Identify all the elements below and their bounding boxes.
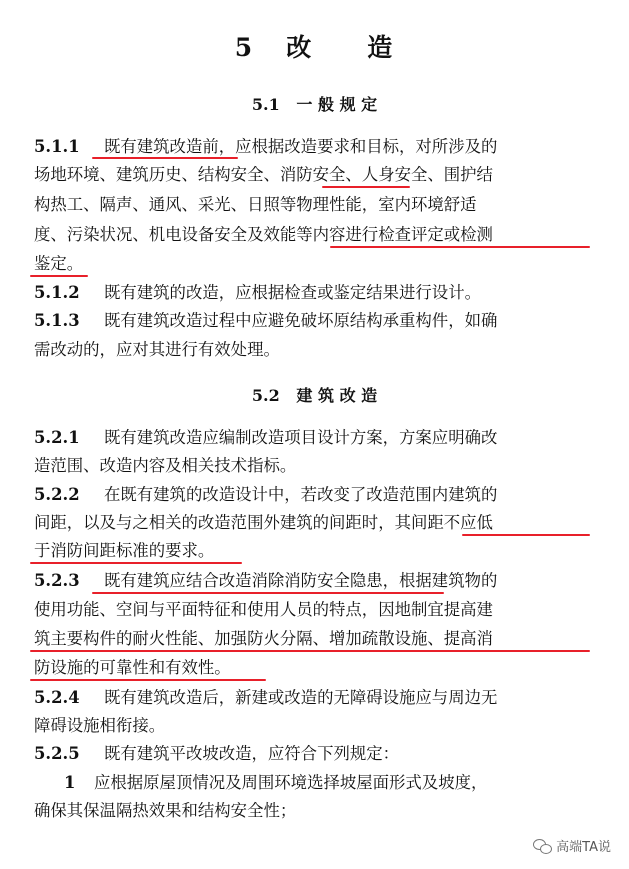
clause-line [34, 137, 604, 157]
clause-line [34, 688, 604, 708]
clause-line [34, 485, 604, 505]
highlight-underline [30, 650, 590, 652]
clause-number: 5.2.5 [34, 744, 80, 763]
clause-text: 防设施的可靠性和有效性。 [34, 658, 231, 677]
highlight-underline [92, 157, 238, 159]
highlight-underline [30, 679, 266, 681]
clause-line [34, 195, 604, 215]
clause-line [34, 541, 604, 561]
list-item-line [64, 773, 629, 793]
clause-text: 筑主要构件的耐火性能、加强防火分隔、增加疏散设施、提高消 [34, 629, 493, 648]
clause-text: 造范围、改造内容及相关技术指标。 [34, 456, 297, 475]
clause-line [34, 340, 604, 360]
clause-line [34, 283, 604, 303]
clause-text: 既有建筑的改造，应根据检查或鉴定结果进行设计。 [104, 283, 481, 302]
clause-number: 5.1.1 [34, 137, 80, 156]
clause-number: 5.2.1 [34, 428, 80, 447]
clause-text: 既有建筑改造前，应根据改造要求和目标，对所涉及的 [104, 137, 498, 156]
clause-text: 既有建筑改造后，新建或改造的无障碍设施应与周边无 [104, 688, 498, 707]
clause-line [34, 600, 604, 620]
highlight-underline [322, 186, 410, 188]
clause-number: 5.1.2 [34, 283, 80, 302]
clause-text: 需改动的，应对其进行有效处理。 [34, 340, 280, 359]
watermark [533, 836, 611, 855]
clause-text: 既有建筑改造应编制改造项目设计方案，方案应明确改 [104, 428, 498, 447]
clause-line [34, 456, 604, 476]
highlight-underline [330, 246, 590, 248]
list-item-number: 1 [64, 773, 76, 792]
clause-text: 在既有建筑的改造设计中，若改变了改造范围内建筑的 [104, 485, 498, 504]
section-title-general [0, 92, 629, 115]
clause-number: 5.2.3 [34, 571, 80, 590]
clause-text: 于消防间距标准的要求。 [34, 541, 215, 560]
clause-text: 构热工、隔声、通风、采光、日照等物理性能，室内环境舒适 [34, 195, 477, 214]
section-number: 5.1 [251, 95, 280, 114]
clause-line [34, 801, 604, 821]
clause-line [34, 428, 604, 448]
clause-number: 5.1.3 [34, 311, 80, 330]
clause-text: 既有建筑应结合改造消除消防安全隐患，根据建筑物的 [104, 571, 498, 590]
highlight-underline [462, 534, 590, 536]
clause-line [34, 629, 604, 649]
wechat-icon [533, 839, 551, 853]
clause-line [34, 254, 604, 274]
clause-text: 场地环境、建筑历史、结构安全、消防安全、人身安全、围护结 [34, 165, 493, 184]
clause-text: 既有建筑改造过程中应避免破坏原结构承重构件，如确 [104, 311, 498, 330]
clause-line [34, 165, 604, 185]
clause-line [34, 744, 604, 764]
clause-text: 间距，以及与之相关的改造范围外建筑的间距时，其间距不应低 [34, 513, 493, 532]
chapter-number: 5 [234, 33, 255, 62]
clause-line [34, 311, 604, 331]
list-item-text: 应根据原屋顶情况及周围环境选择坡屋面形式及坡度， [94, 773, 488, 792]
clause-number: 5.2.2 [34, 485, 80, 504]
clause-number: 5.2.4 [34, 688, 80, 707]
clause-line [34, 658, 604, 678]
clause-text: 使用功能、空间与平面特征和使用人员的特点，因地制宜提高建 [34, 600, 493, 619]
highlight-underline [92, 592, 444, 594]
section-name: 建 筑 改 造 [296, 386, 378, 405]
section-name: 一 般 规 定 [296, 95, 378, 114]
clause-text: 既有建筑平改坡改造，应符合下列规定： [104, 744, 400, 763]
section-title-renovation [0, 383, 629, 406]
clause-line [34, 513, 604, 533]
section-number: 5.2 [251, 386, 280, 405]
chapter-title [0, 28, 629, 64]
watermark-text: 高端TA说 [556, 840, 611, 855]
clause-text: 确保其保温隔热效果和结构安全性； [34, 801, 297, 820]
highlight-underline [30, 275, 88, 277]
chapter-name: 改 造 [286, 33, 395, 62]
clause-text: 鉴定。 [34, 254, 84, 273]
clause-line [34, 571, 604, 591]
clause-line [34, 716, 604, 736]
clause-line [34, 225, 604, 245]
highlight-underline [30, 562, 242, 564]
clause-text: 障碍设施相衔接。 [34, 716, 166, 735]
clause-text: 度、污染状况、机电设备安全及效能等内容进行检查评定或检测 [34, 225, 493, 244]
